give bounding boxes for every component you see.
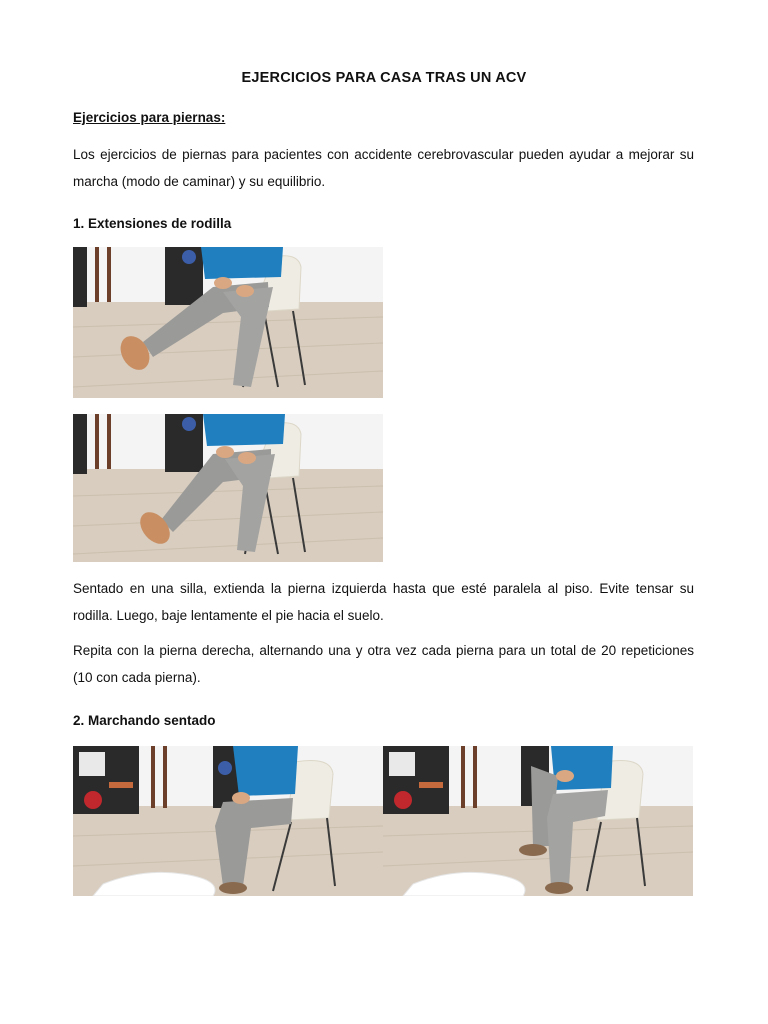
- section-heading: Ejercicios para piernas:: [73, 110, 226, 125]
- exercise-2-heading: 2. Marchando sentado: [73, 713, 216, 728]
- exercise-1-heading: 1. Extensiones de rodilla: [73, 216, 232, 231]
- seated-marching-photo-1: [73, 746, 383, 896]
- intro-paragraph: Los ejercicios de piernas para pacientes con accidente cerebrovascular pueden ayudar a mejorar su marcha (modo de caminar) y su equilibrio.: [73, 147, 694, 189]
- knee-extension-photo-1: [73, 247, 383, 398]
- exercise-1-instruction-1: Sentado en una silla, extienda la pierna izquierda hasta que esté paralela al piso. Evite tensar su rodilla. Luego, baje lentamente el pie hacia el suelo.: [73, 581, 694, 623]
- knee-extension-photo-2: [73, 414, 383, 562]
- document-title: EJERCICIOS PARA CASA TRAS UN ACV: [241, 70, 527, 86]
- seated-marching-photo-2: [383, 746, 693, 896]
- exercise-1-instruction-2: Repita con la pierna derecha, alternando una y otra vez cada pierna para un total de 20 repeticiones (10 con cada pierna).: [73, 643, 694, 685]
